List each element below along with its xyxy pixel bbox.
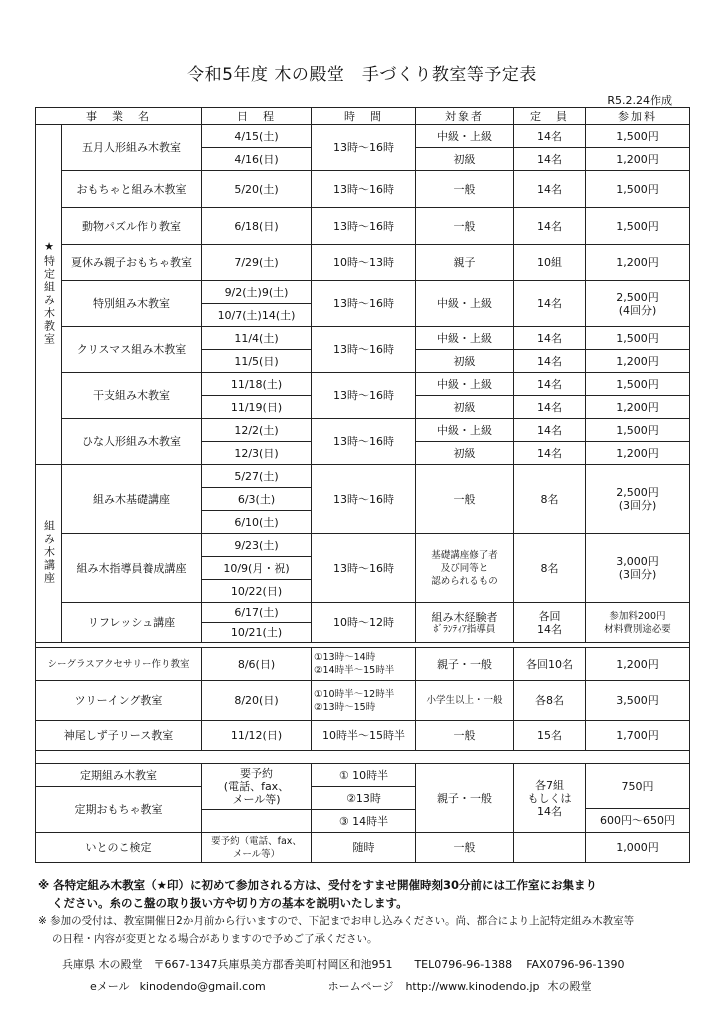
course-fee <box>586 465 690 534</box>
class-date: 11/18(土) <box>202 373 312 396</box>
course-date: 6/17(土) <box>202 603 312 623</box>
class-fee: 1,200円 <box>586 396 690 419</box>
table-row <box>36 125 690 148</box>
regular-time: 随時 <box>312 833 416 863</box>
class-fee: 1,200円 <box>586 350 690 373</box>
event-time: 10時半～15時半 <box>312 721 416 751</box>
footer-hp-link[interactable]: http://www.kinodendo.jp <box>405 980 540 993</box>
table-gap <box>36 751 690 764</box>
table-row <box>36 764 690 786</box>
footer-tel: TEL0796-96-1388 <box>414 958 513 971</box>
event-target: 小学生以上・一般 <box>416 681 514 721</box>
course-date: 6/10(土) <box>202 511 312 534</box>
fee-amount: 3,000円 <box>616 555 659 568</box>
regular-name: 定期おもちゃ教室 <box>36 787 202 833</box>
fee-note: (4回分) <box>618 303 657 317</box>
class-time: 13時～16時 <box>312 125 416 171</box>
class-target: 親子 <box>416 245 514 281</box>
table-row <box>36 603 690 623</box>
event-time <box>312 648 416 681</box>
note-1: ※ 各特定組み木教室（★印）に初めて参加される方は、受付をすませ開催時刻30分前には工作室にお集まり <box>38 878 597 892</box>
course-time: 13時～16時 <box>312 534 416 603</box>
regular-reservation <box>202 764 312 810</box>
event-name: ツリーイング教室 <box>36 681 202 721</box>
capacity-line: 14名 <box>537 804 562 818</box>
class-fee: 1,500円 <box>586 171 690 208</box>
class-date: 11/4(土) <box>202 327 312 350</box>
class-date: 12/2(土) <box>202 419 312 442</box>
regular-fee: 1,000円 <box>586 833 690 863</box>
class-capacity: 14名 <box>514 373 586 396</box>
capacity-line: 14名 <box>537 622 562 636</box>
capacity-line: 各回 <box>538 609 561 623</box>
note-2: ※ 参加の受付は、教室開催日2か月前から行いますので、下記までお申し込みください。尚、都合により上記特定組み木教室等 <box>38 915 635 927</box>
regular-reservation-cont <box>202 810 312 833</box>
target-line: 組み木経験者 <box>431 610 498 624</box>
class-target: 一般 <box>416 171 514 208</box>
target-line: 基礎講座修了者 <box>431 549 498 561</box>
course-name: リフレッシュ講座 <box>62 603 202 643</box>
regular-capacity <box>514 764 586 833</box>
course-time: 10時～12時 <box>312 603 416 643</box>
table-row <box>36 373 690 396</box>
fee-line: 材料費別途必要 <box>604 623 671 635</box>
class-target: 中級・上級 <box>416 373 514 396</box>
class-time: 13時～16時 <box>312 327 416 373</box>
regular-fee: 750円 <box>586 764 690 809</box>
course-date: 10/9(月・祝) <box>202 557 312 580</box>
class-time: 10時～13時 <box>312 245 416 281</box>
class-date: 9/2(土)9(土) <box>202 281 312 304</box>
regular-name: 定期組み木教室 <box>36 764 202 787</box>
class-name: クリスマス組み木教室 <box>62 327 202 373</box>
class-target: 中級・上級 <box>416 125 514 148</box>
footer-address: 兵庫県 木の殿堂 〒667-1347兵庫県美方郡香美町村岡区和池951 <box>62 958 393 971</box>
event-time <box>312 681 416 721</box>
class-date: 12/3(日) <box>202 442 312 465</box>
class-target: 中級・上級 <box>416 327 514 350</box>
class-fee: 1,200円 <box>586 442 690 465</box>
regular-time: ① 10時半 <box>312 764 416 787</box>
event-target: 親子・一般 <box>416 648 514 681</box>
class-capacity: 14名 <box>514 148 586 171</box>
course-capacity: 8名 <box>514 465 586 534</box>
class-target: 初級 <box>416 350 514 373</box>
course-date: 6/3(土) <box>202 488 312 511</box>
time-line: ②14時半～15時半 <box>314 665 395 676</box>
class-target: 初級 <box>416 396 514 419</box>
class-name: 動物パズル作り教室 <box>62 208 202 245</box>
table-row <box>36 534 690 557</box>
target-line: ﾎﾞﾗﾝﾃｨｱ指導員 <box>433 623 496 635</box>
class-date: 11/19(日) <box>202 396 312 419</box>
class-name: おもちゃと組み木教室 <box>62 171 202 208</box>
header-name: 事 業 名 <box>36 108 202 125</box>
reservation-line: メール等） <box>232 848 281 860</box>
reservation-line: 要予約 <box>240 767 273 780</box>
class-fee: 1,500円 <box>586 208 690 245</box>
notes <box>38 876 698 948</box>
class-fee: 1,500円 <box>586 327 690 350</box>
footer-fax: FAX0796-96-1390 <box>526 958 625 971</box>
group-label-special <box>36 125 62 465</box>
header-date: 日 程 <box>202 108 312 125</box>
course-capacity: 8名 <box>514 534 586 603</box>
fee-note: (3回分) <box>618 499 657 512</box>
event-capacity: 15名 <box>514 721 586 751</box>
class-time: 13時～16時 <box>312 171 416 208</box>
note-1-cont: ください。糸のこ盤の取り扱い方や切り方の基本を説明いたします。 <box>52 896 408 910</box>
group-label-text: ★特定組み木教室 <box>42 240 56 346</box>
class-time: 13時～16時 <box>312 419 416 465</box>
reservation-line: (電話、fax、 <box>223 780 290 793</box>
fee-line: 参加料200円 <box>609 610 666 622</box>
regular-time: ③ 14時半 <box>312 810 416 833</box>
class-fee <box>586 281 690 327</box>
table-row <box>36 465 690 488</box>
class-fee: 1,200円 <box>586 245 690 281</box>
capacity-line: 各7組 <box>535 778 564 792</box>
course-fee <box>586 534 690 603</box>
table-row <box>36 419 690 442</box>
time-line: ②13時～15時 <box>314 701 376 713</box>
class-name: 五月人形組み木教室 <box>62 125 202 171</box>
regular-reservation <box>202 833 312 863</box>
header-row <box>36 108 690 125</box>
class-time: 13時～16時 <box>312 281 416 327</box>
table-row <box>36 833 690 863</box>
fee-amount: 2,500円 <box>616 486 659 499</box>
class-date: 10/7(土)14(土) <box>202 304 312 327</box>
event-fee: 3,500円 <box>586 681 690 721</box>
event-name: 神尾しず子リース教室 <box>36 721 202 751</box>
class-capacity: 14名 <box>514 442 586 465</box>
regular-target: 親子・一般 <box>416 764 514 833</box>
class-capacity: 14名 <box>514 208 586 245</box>
class-date: 4/15(土) <box>202 125 312 148</box>
regular-fee: 600円～650円 <box>586 809 690 833</box>
course-target: 一般 <box>416 465 514 534</box>
course-name: 組み木指導員養成講座 <box>62 534 202 603</box>
footer-email-label: eメール <box>90 980 130 993</box>
class-capacity: 14名 <box>514 396 586 419</box>
fee-note: (3回分) <box>618 568 657 581</box>
class-capacity: 10組 <box>514 245 586 281</box>
fee-amount: 2,500円 <box>616 290 659 304</box>
class-date: 5/20(土) <box>202 171 312 208</box>
created-date: R5.2.24作成 <box>607 94 672 107</box>
footer-hp-name: 木の殿堂 <box>547 980 592 993</box>
course-target <box>416 603 514 643</box>
table-row <box>36 208 690 245</box>
event-date: 11/12(日) <box>202 721 312 751</box>
class-time: 13時～16時 <box>312 373 416 419</box>
class-target: 一般 <box>416 208 514 245</box>
event-name: シーグラスアクセサリー作り教室 <box>36 648 202 681</box>
class-fee: 1,500円 <box>586 373 690 396</box>
course-date: 9/23(土) <box>202 534 312 557</box>
time-line: ①10時半～12時半 <box>314 688 395 700</box>
class-name: 特別組み木教室 <box>62 281 202 327</box>
class-capacity: 14名 <box>514 350 586 373</box>
course-date: 10/21(土) <box>202 623 312 643</box>
page-title: 令和5年度 木の殿堂 手づくり教室等予定表 <box>187 65 537 85</box>
class-date: 6/18(日) <box>202 208 312 245</box>
table-row <box>36 681 690 721</box>
table-row <box>36 281 690 304</box>
group-label-text: 組み木講座 <box>42 519 56 585</box>
class-target: 中級・上級 <box>416 419 514 442</box>
regular-time: ②13時 <box>312 787 416 810</box>
reservation-line: メール等) <box>232 793 281 806</box>
class-fee: 1,500円 <box>586 419 690 442</box>
class-date: 11/5(日) <box>202 350 312 373</box>
class-capacity: 14名 <box>514 171 586 208</box>
event-target: 一般 <box>416 721 514 751</box>
class-target: 中級・上級 <box>416 281 514 327</box>
course-target <box>416 534 514 603</box>
schedule-table <box>35 107 690 863</box>
class-capacity: 14名 <box>514 327 586 350</box>
note-2-cont: の日程・内容が変更となる場合がありますので予めご了承ください。 <box>52 933 378 945</box>
regular-target: 一般 <box>416 833 514 863</box>
footer-hp-label: ホームページ <box>327 980 394 993</box>
reservation-line: 要予約（電話、fax、 <box>211 835 302 847</box>
class-name: 干支組み木教室 <box>62 373 202 419</box>
table-row <box>36 327 690 350</box>
course-capacity <box>514 603 586 643</box>
class-capacity: 14名 <box>514 125 586 148</box>
target-line: 及び同等と <box>440 562 489 574</box>
regular-name: いとのこ検定 <box>36 833 202 863</box>
event-capacity: 各8名 <box>514 681 586 721</box>
table-row <box>36 171 690 208</box>
course-name: 組み木基礎講座 <box>62 465 202 534</box>
header-target: 対象者 <box>416 108 514 125</box>
event-fee: 1,200円 <box>586 648 690 681</box>
course-fee <box>586 603 690 643</box>
table-row <box>36 245 690 281</box>
group-label-kumiki <box>36 465 62 643</box>
class-target: 初級 <box>416 148 514 171</box>
class-name: 夏休み親子おもちゃ教室 <box>62 245 202 281</box>
course-time: 13時～16時 <box>312 465 416 534</box>
class-fee: 1,200円 <box>586 148 690 171</box>
class-date: 7/29(土) <box>202 245 312 281</box>
time-line: ①13時～14時 <box>314 652 376 663</box>
header-fee: 参加料 <box>586 108 690 125</box>
event-fee: 1,700円 <box>586 721 690 751</box>
header-capacity: 定 員 <box>514 108 586 125</box>
table-row <box>36 648 690 681</box>
class-target: 初級 <box>416 442 514 465</box>
target-line: 認められるもの <box>431 575 498 587</box>
event-date: 8/6(日) <box>202 648 312 681</box>
footer-email[interactable]: kinodendo@gmail.com <box>139 980 266 993</box>
regular-capacity <box>514 833 586 863</box>
class-capacity: 14名 <box>514 419 586 442</box>
class-date: 4/16(日) <box>202 148 312 171</box>
footer <box>62 954 702 998</box>
class-fee: 1,500円 <box>586 125 690 148</box>
table-row <box>36 721 690 751</box>
class-time: 13時～16時 <box>312 208 416 245</box>
event-capacity: 各回10名 <box>514 648 586 681</box>
course-date: 10/22(日) <box>202 580 312 603</box>
capacity-line: もしくは <box>527 791 572 805</box>
course-date: 5/27(土) <box>202 465 312 488</box>
class-capacity: 14名 <box>514 281 586 327</box>
event-date: 8/20(日) <box>202 681 312 721</box>
header-time: 時 間 <box>312 108 416 125</box>
class-name: ひな人形組み木教室 <box>62 419 202 465</box>
